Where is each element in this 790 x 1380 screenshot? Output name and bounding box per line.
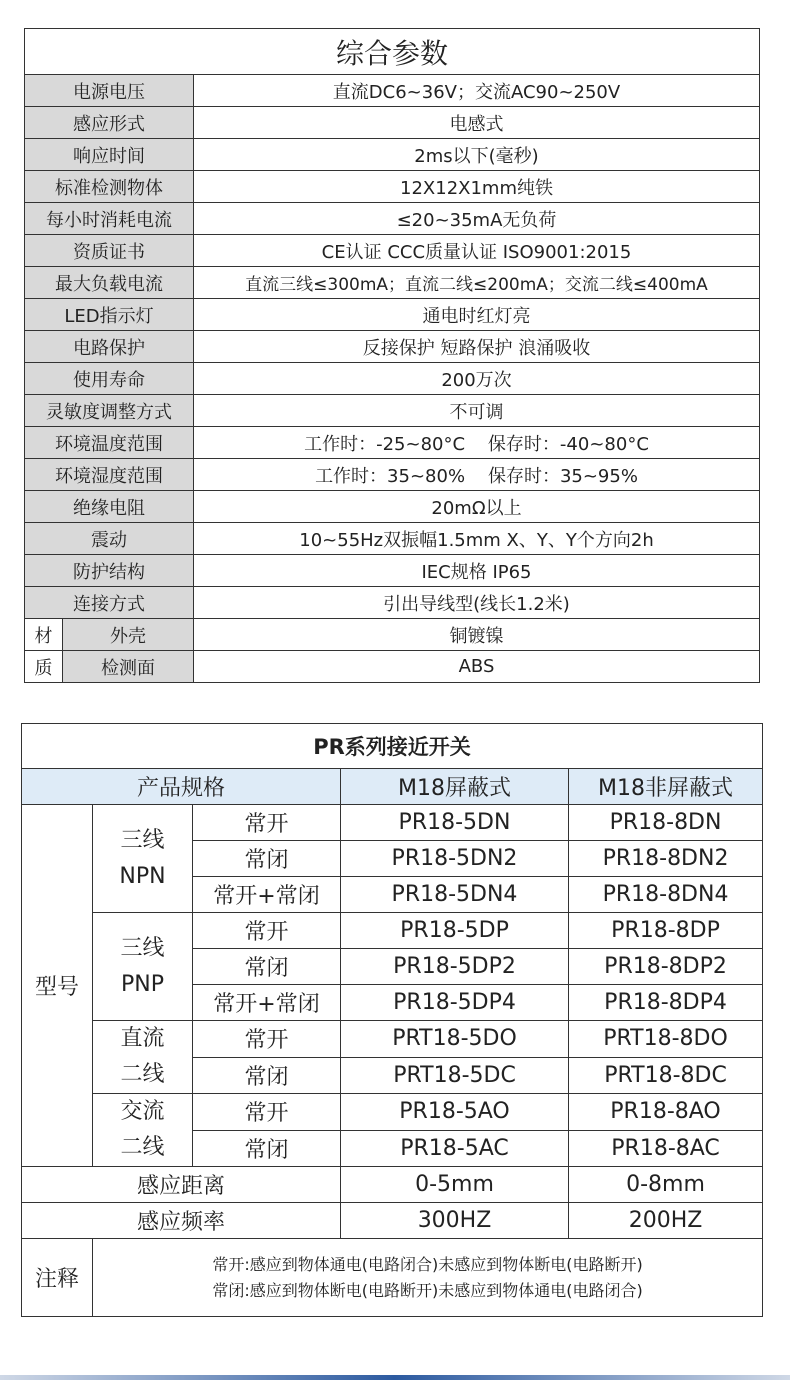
distance-label: 感应距离 <box>22 1167 341 1203</box>
category-line2: 二线 <box>120 1135 165 1160</box>
mode-cell: 常开 <box>193 913 341 949</box>
category-dc-two-wire <box>93 1021 193 1094</box>
param-value: 10~55Hz双振幅1.5mm X、Y、Y个方向2h <box>194 523 760 555</box>
note-normally-closed: 常闭:感应到物体断电(电路断开)未感应到物体通电(电路闭合) <box>212 1280 643 1300</box>
param-label: 感应形式 <box>25 107 194 139</box>
mode-cell: 常开+常闭 <box>193 985 341 1021</box>
model-cell: PR18-8DP <box>569 913 763 949</box>
category-line1: 交流 <box>120 1099 165 1124</box>
shielded-header: M18屏蔽式 <box>341 769 569 805</box>
mode-cell: 常开 <box>193 1094 341 1131</box>
mode-cell: 常开+常闭 <box>193 877 341 913</box>
param-value: 反接保护 短路保护 浪涌吸收 <box>194 331 760 363</box>
category-pnp <box>93 913 193 1021</box>
model-cell: PR18-5AC <box>341 1130 569 1167</box>
param-label: 连接方式 <box>25 587 194 619</box>
param-value: 工作时：-25~80°C 保存时：-40~80°C <box>194 427 760 459</box>
param-label: 最大负载电流 <box>25 267 194 299</box>
param-value: 200万次 <box>194 363 760 395</box>
distance-value-unshielded: 0-8mm <box>569 1167 763 1203</box>
mode-cell: 常开 <box>193 805 341 841</box>
spec-header: 产品规格 <box>22 769 341 805</box>
model-cell: PR18-8DN2 <box>569 841 763 877</box>
param-value: 电感式 <box>194 107 760 139</box>
model-cell: PRT18-5DC <box>341 1057 569 1094</box>
param-value: CE认证 CCC质量认证 ISO9001:2015 <box>194 235 760 267</box>
frequency-value-shielded: 300HZ <box>341 1203 569 1239</box>
param-label: 标准检测物体 <box>25 171 194 203</box>
category-npn <box>93 805 193 913</box>
model-cell: PR18-8AO <box>569 1094 763 1131</box>
param-label: 环境温度范围 <box>25 427 194 459</box>
param-value: 通电时红灯亮 <box>194 299 760 331</box>
param-value: ABS <box>194 651 760 683</box>
param-label: 震动 <box>25 523 194 555</box>
category-ac-two-wire <box>93 1094 193 1167</box>
mode-cell: 常闭 <box>193 1057 341 1094</box>
notes-label: 注释 <box>22 1239 93 1317</box>
model-cell: PR18-5DN4 <box>341 877 569 913</box>
param-label: 使用寿命 <box>25 363 194 395</box>
model-cell: PR18-8DP4 <box>569 985 763 1021</box>
param-label: 防护结构 <box>25 555 194 587</box>
model-cell: PRT18-8DO <box>569 1021 763 1058</box>
param-value: 直流DC6~36V；交流AC90~250V <box>194 75 760 107</box>
model-cell: PR18-8DN4 <box>569 877 763 913</box>
param-value: 2ms以下(毫秒) <box>194 139 760 171</box>
general-params-table <box>24 28 760 683</box>
category-line1: 直流 <box>120 1026 165 1051</box>
param-label: 绝缘电阻 <box>25 491 194 523</box>
param-value: 直流三线≤300mA；直流二线≤200mA；交流二线≤400mA <box>194 267 760 299</box>
category-line2: 二线 <box>120 1062 165 1087</box>
pr-series-table <box>21 723 763 1317</box>
param-value: 12X12X1mm纯铁 <box>194 171 760 203</box>
param-value: IEC规格 IP65 <box>194 555 760 587</box>
material-group-label-top: 材 <box>25 619 63 651</box>
param-value: ≤20~35mA无负荷 <box>194 203 760 235</box>
bottom-accent-line <box>0 1375 790 1380</box>
param-label: 每小时消耗电流 <box>25 203 194 235</box>
model-cell: PR18-5DN <box>341 805 569 841</box>
frequency-value-unshielded: 200HZ <box>569 1203 763 1239</box>
param-value: 铜镀镍 <box>194 619 760 651</box>
model-cell: PRT18-8DC <box>569 1057 763 1094</box>
model-cell: PRT18-5DO <box>341 1021 569 1058</box>
model-cell: PR18-5DP4 <box>341 985 569 1021</box>
model-cell: PR18-8DN <box>569 805 763 841</box>
category-line2: PNP <box>121 971 164 997</box>
param-label: 环境湿度范围 <box>25 459 194 491</box>
distance-value-shielded: 0-5mm <box>341 1167 569 1203</box>
param-label: 响应时间 <box>25 139 194 171</box>
param-label: 外壳 <box>63 619 194 651</box>
param-value: 工作时：35~80% 保存时：35~95% <box>194 459 760 491</box>
category-line1: 三线 <box>120 935 165 961</box>
frequency-label: 感应频率 <box>22 1203 341 1239</box>
model-cell: PR18-8DP2 <box>569 949 763 985</box>
category-line1: 三线 <box>120 827 165 853</box>
category-line2: NPN <box>119 863 166 889</box>
mode-cell: 常闭 <box>193 1130 341 1167</box>
mode-cell: 常闭 <box>193 949 341 985</box>
note-normally-open: 常开:感应到物体通电(电路闭合)未感应到物体断电(电路断开) <box>212 1254 643 1274</box>
model-cell: PR18-5DP <box>341 913 569 949</box>
model-cell: PR18-5DP2 <box>341 949 569 985</box>
mode-cell: 常开 <box>193 1021 341 1058</box>
param-label: 电路保护 <box>25 331 194 363</box>
param-value: 不可调 <box>194 395 760 427</box>
general-params-title: 综合参数 <box>25 29 760 75</box>
unshielded-header: M18非屏蔽式 <box>569 769 763 805</box>
material-group-label-bottom: 质 <box>25 651 63 683</box>
model-cell: PR18-5AO <box>341 1094 569 1131</box>
model-cell: PR18-5DN2 <box>341 841 569 877</box>
param-label: 灵敏度调整方式 <box>25 395 194 427</box>
mode-cell: 常闭 <box>193 841 341 877</box>
param-label: 资质证书 <box>25 235 194 267</box>
pr-series-title: PR系列接近开关 <box>22 724 763 769</box>
param-label: 电源电压 <box>25 75 194 107</box>
param-label: 检测面 <box>63 651 194 683</box>
param-value: 引出导线型(线长1.2米) <box>194 587 760 619</box>
param-value: 20mΩ以上 <box>194 491 760 523</box>
notes-content <box>93 1239 763 1317</box>
param-label: LED指示灯 <box>25 299 194 331</box>
model-label: 型号 <box>22 805 93 1167</box>
model-cell: PR18-8AC <box>569 1130 763 1167</box>
